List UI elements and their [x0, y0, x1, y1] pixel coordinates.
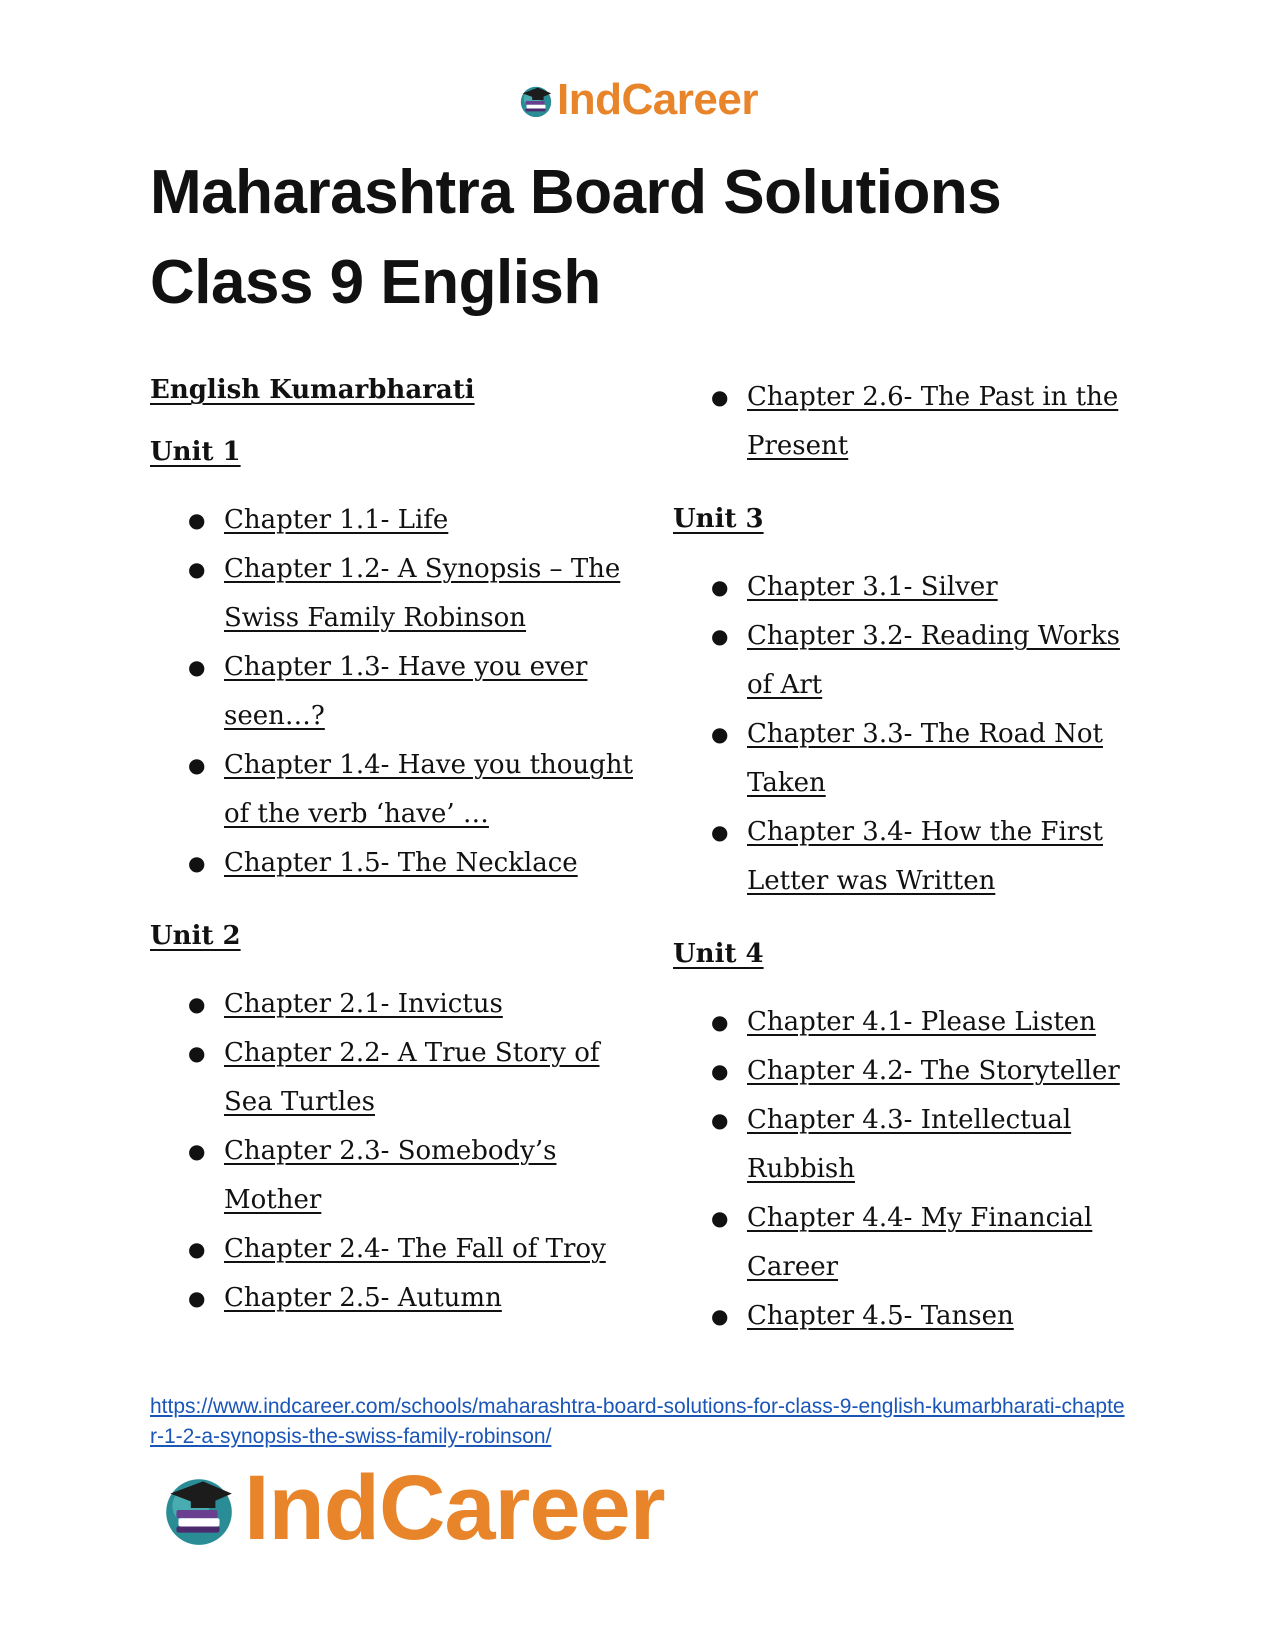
chapter-link[interactable]: Chapter 4.1- Please Listen: [747, 1007, 1096, 1037]
unit-4-chapter-list: [673, 998, 1143, 1341]
list-item: [673, 1096, 1143, 1194]
list-item: [150, 643, 640, 741]
chapter-link[interactable]: Chapter 1.4- Have you thought of the verb ‘have’ …: [224, 750, 634, 829]
unit-3-chapter-list: [673, 563, 1143, 906]
section-title[interactable]: English Kumarbharati: [150, 375, 475, 405]
chapter-link[interactable]: Chapter 1.3- Have you ever seen…?: [224, 652, 588, 731]
top-logo: [0, 75, 1275, 124]
chapter-link[interactable]: Chapter 4.4- My Financial Career: [747, 1203, 1093, 1282]
list-item: [150, 839, 640, 888]
chapter-link[interactable]: Chapter 1.1- Life: [224, 505, 449, 535]
unit-4-title[interactable]: Unit 4: [673, 939, 764, 969]
chapter-link[interactable]: Chapter 3.2- Reading Works of Art: [747, 621, 1120, 700]
list-item: [150, 496, 640, 545]
chapter-link[interactable]: Chapter 2.1- Invictus: [224, 989, 503, 1019]
brand-name: IndCareer: [557, 75, 758, 124]
source-url-link[interactable]: https://www.indcareer.com/schools/maharashtra-board-solutions-for-class-9-english-kumarbharati-chapter-1-2-a-synopsis-the-swiss-family-robinson/: [150, 1395, 1125, 1448]
list-item: [673, 808, 1143, 906]
chapter-link[interactable]: Chapter 1.2- A Synopsis – The Swiss Family Robinson: [224, 554, 621, 633]
list-item: [673, 998, 1143, 1047]
chapter-link[interactable]: Chapter 1.5- The Necklace: [224, 848, 578, 878]
left-column: [150, 370, 640, 1351]
bottom-logo: [158, 1457, 665, 1559]
chapter-link[interactable]: Chapter 3.3- The Road Not Taken: [747, 719, 1103, 798]
list-item: [673, 1194, 1143, 1292]
list-item: [673, 1047, 1143, 1096]
chapter-link[interactable]: Chapter 2.4- The Fall of Troy: [224, 1234, 606, 1264]
list-item: [673, 563, 1143, 612]
chapter-link[interactable]: Chapter 2.6- The Past in the Present: [747, 382, 1119, 461]
unit-2-chapter-list: [150, 980, 640, 1323]
graduation-cap-book-globe-icon: [158, 1467, 240, 1549]
chapter-link[interactable]: Chapter 2.2- A True Story of Sea Turtles: [224, 1038, 600, 1117]
unit-2-title[interactable]: Unit 2: [150, 921, 241, 951]
list-item: [673, 373, 1143, 471]
page-title: [150, 148, 1150, 328]
list-item: [673, 1292, 1143, 1341]
list-item: [150, 1274, 640, 1323]
chapter-link[interactable]: Chapter 3.1- Silver: [747, 572, 998, 602]
graduation-cap-book-globe-icon: [517, 81, 555, 119]
list-item: [673, 612, 1143, 710]
list-item: [150, 980, 640, 1029]
chapter-link[interactable]: Chapter 2.3- Somebody’s Mother: [224, 1136, 557, 1215]
list-item: [150, 545, 640, 643]
chapter-link[interactable]: Chapter 3.4- How the First Letter was Written: [747, 817, 1103, 896]
chapter-link[interactable]: Chapter 2.5- Autumn: [224, 1283, 502, 1313]
list-item: [150, 741, 640, 839]
unit-1-chapter-list: [150, 496, 640, 888]
unit-3-title[interactable]: Unit 3: [673, 504, 764, 534]
list-item: [150, 1225, 640, 1274]
list-item: [673, 710, 1143, 808]
brand-name: IndCareer: [244, 1457, 665, 1559]
list-item: [150, 1127, 640, 1225]
unit-1-title[interactable]: Unit 1: [150, 437, 241, 467]
chapter-link[interactable]: Chapter 4.5- Tansen: [747, 1301, 1014, 1331]
chapter-link[interactable]: Chapter 4.2- The Storyteller: [747, 1056, 1120, 1086]
chapter-link[interactable]: Chapter 4.3- Intellectual Rubbish: [747, 1105, 1072, 1184]
list-item: [150, 1029, 640, 1127]
right-column: [673, 373, 1143, 1369]
unit-2-chapter-list-continued: [673, 373, 1143, 471]
page-title-line-1: Maharashtra Board Solutions: [150, 158, 1002, 227]
page-title-line-2: Class 9 English: [150, 248, 601, 317]
